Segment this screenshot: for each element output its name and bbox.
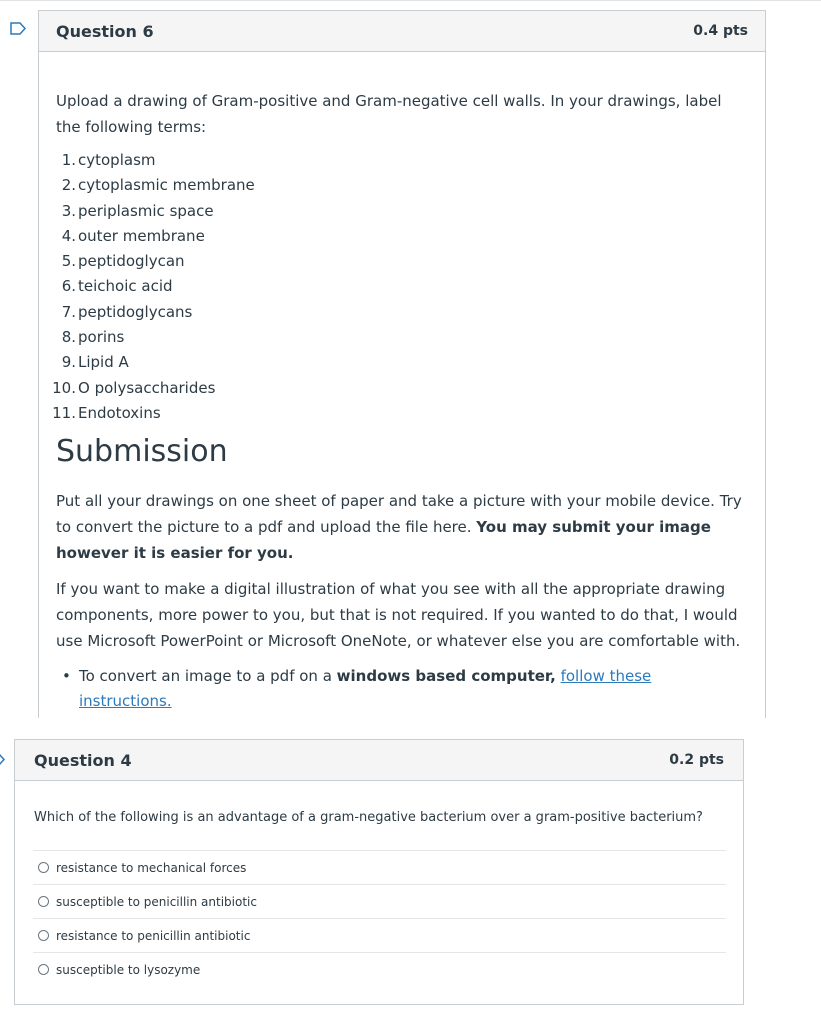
answer-option[interactable] [33,884,726,918]
radio-button[interactable] [38,930,49,941]
answer-label[interactable]: resistance to penicillin antibiotic [56,928,251,943]
list-item: 9. Lipid A [61,353,129,372]
list-item [62,714,747,718]
answer-option[interactable] [33,918,726,952]
answer-label[interactable]: susceptible to lysozyme [56,962,201,977]
question-title: Question 6 [56,21,154,41]
answer-list [33,850,726,986]
answer-option[interactable] [33,952,726,986]
answer-label[interactable]: resistance to mechanical forces [56,860,247,875]
list-item: 8. porins [61,328,125,347]
answer-option[interactable] [33,850,726,884]
top-divider [0,0,821,1]
answer-label[interactable]: susceptible to penicillin antibiotic [56,894,257,909]
question-body [39,52,765,718]
bookmark-flag-icon[interactable] [0,753,6,766]
digital-illustration-paragraph: If you want to make a digital illustration of what you see with all the appropriate drawing components, more power to you, but that is not required. If you wanted to do that, I would use Microsoft PowerPoint or Microsoft OneNote, or whatever else you are comfortable with. [56,580,741,651]
question-6-card [38,10,766,718]
instructions-list [62,664,747,718]
question-text: Which of the following is an advantage of a gram-negative bacterium over a gram-positive bacterium? [34,810,703,825]
question-header [39,11,765,52]
radio-button[interactable] [38,896,49,907]
windows-instructions-link[interactable]: follow these instructions. [79,667,652,711]
submission-heading: Submission [56,434,228,470]
submission-paragraph: Put all your drawings on one sheet of paper and take a picture with your mobile device. Try to convert the picture to a pdf and upload the file here. You may submit your image however it is easier for you. [56,492,742,563]
radio-button[interactable] [38,862,49,873]
list-item: 4. outer membrane [61,226,205,245]
bookmark-flag-icon[interactable] [10,22,27,35]
question-4-card [14,739,744,1005]
list-item: 5. peptidoglycan [61,252,185,271]
terms-list [52,148,747,426]
list-item: 10. O polysaccharides [52,378,216,397]
question-points: 0.4 pts [693,23,748,39]
question-title: Question 4 [34,750,132,770]
list-item: 1. cytoplasm [61,151,156,169]
radio-button[interactable] [38,964,49,975]
question-points: 0.2 pts [669,752,724,768]
question-intro: Upload a drawing of Gram-positive and Gram-negative cell walls. In your drawings, label the following terms: [56,92,722,136]
list-item: 11. Endotoxins [52,403,161,422]
list-item: • To convert an image to a pdf on a windows based computer, follow these instructions. [62,664,747,714]
question-header [15,740,743,781]
ios-instructions-link[interactable] [469,717,652,718]
list-item: 6. teichoic acid [61,277,173,296]
list-item: 2. cytoplasmic membrane [61,176,255,195]
list-item: 7. peptidoglycans [61,302,193,321]
list-item: 3. periplasmic space [61,201,214,220]
